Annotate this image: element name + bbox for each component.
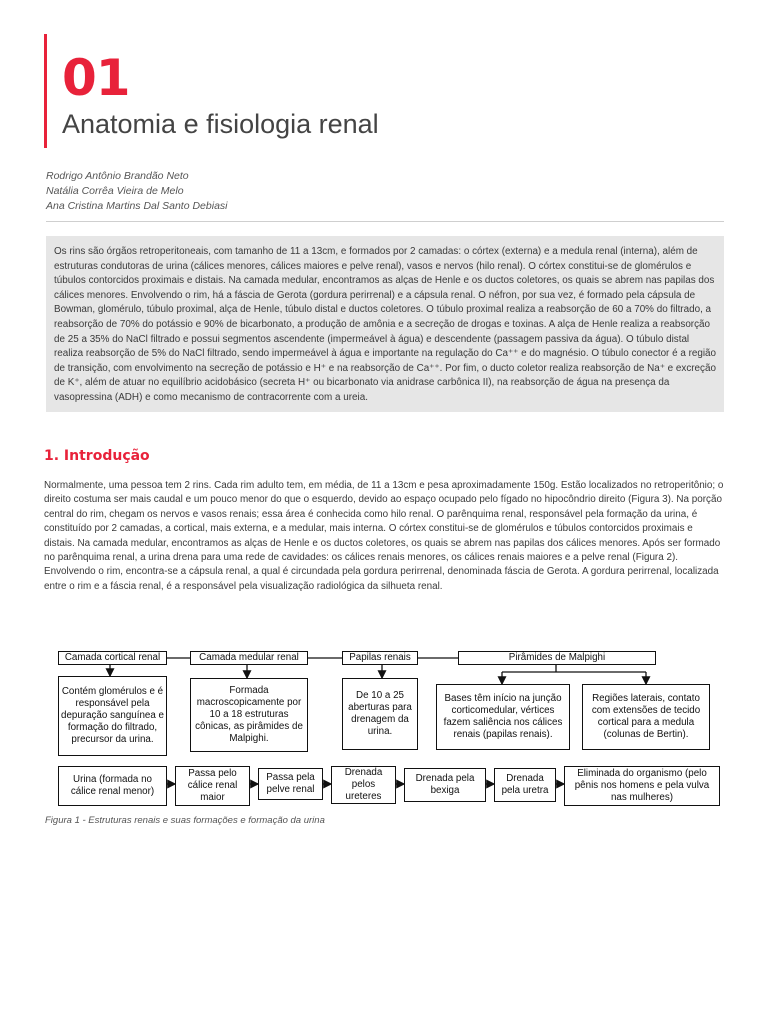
chapter-accent-bar: [44, 34, 47, 148]
box-papilas-detail: De 10 a 25 aberturas para drenagem da urina.: [342, 678, 418, 750]
chapter-title: Anatomia e fisiologia renal: [62, 109, 379, 139]
box-bases-detail: Bases têm início na junção corticomedular, vértices fazem saliência nos cálices renais (papilas renais).: [436, 684, 570, 750]
divider: [46, 221, 724, 222]
abstract-box: Os rins são órgãos retroperitoneais, com tamanho de 11 a 13cm, e formados por 2 camadas: o córtex (externa) e a medula renal (interna), além de estruturas condutoras de urina (cálices menores, cálices maiores e pelve renal), vasos e nervos (hilo renal). O córtex constitui-se de glomérulos e túbulos contorcidos proximais e distais. Na camada medular, encontramos as alças de Henle e os ductos coletores, os quais se abrem nas papilas dos cálices menores. Envolvendo o rim, há a fáscia de Gerota (gordura perirrenal) e a cápsula renal. O néfron, por sua vez, é formado pela cápsula de Bowman, glomérulo, túbulo proximal, alça de Henle, túbulo distal e ductos coletores. O túbulo proximal realiza a reabsorção de 60 a 70% do filtrado, a reabsorção de 70% do potássio e 90% de bicarbonato, a produção de amônia e a secreção de drogas e toxinas. A alça de Henle realiza a reabsorção de 25 a 35% do NaCl filtrado e possui segmentos ascendente (impermeável à água) e descendente (passagem passiva da água). O túbulo distal realiza reabsorção de 5% do NaCl filtrado, sendo impermeável à água e importante na regulação do Ca⁺⁺ e do magnésio. O túbulo conector é a região de transição, com envolvimento na secreção de potássio e H⁺ e na reabsorção de Ca⁺⁺. Por fim, o ducto coletor realiza reabsorção de Na⁺ e excreção de K⁺, além de atuar no equilíbrio acidobásico (secreta H⁺ ou bicarbonato via anidrase carbônica II), na reabsorção de água na presença da vasopressina (ADH) e como mecanismo de contracorrente com a ureia.: [46, 236, 724, 412]
author-name: Ana Cristina Martins Dal Santo Debiasi: [46, 200, 228, 212]
section-heading: 1. Introdução: [44, 448, 150, 464]
author-name: Natália Corrêa Vieira de Melo: [46, 185, 184, 197]
box-flow-uretra: Drenada pela uretra: [494, 768, 556, 802]
box-papilas-header: Papilas renais: [342, 651, 418, 665]
box-flow-urina: Urina (formada no cálice renal menor): [58, 766, 167, 806]
box-flow-calice: Passa pelo cálice renal maior: [175, 766, 250, 806]
author-list: [46, 169, 228, 214]
box-flow-ureteres: Drenada pelos ureteres: [331, 766, 396, 804]
box-piramides-header: Pirâmides de Malpighi: [458, 651, 656, 665]
box-cortical-detail: Contém glomérulos e é responsável pela depuração sanguínea e formação do filtrado, precursor da urina.: [58, 676, 167, 756]
box-flow-pelve: Passa pela pelve renal: [258, 768, 323, 800]
box-medular-detail: Formada macroscopicamente por 10 a 18 estruturas cônicas, as pirâmides de Malpighi.: [190, 678, 308, 752]
box-cortical-header: Camada cortical renal: [58, 651, 167, 665]
box-flow-bexiga: Drenada pela bexiga: [404, 768, 486, 802]
section-body: Normalmente, uma pessoa tem 2 rins. Cada rim adulto tem, em média, de 11 a 13cm e pesa aproximadamente 150g. Estão localizados no retroperitônio; o direito costuma ser mais caudal e um pouco menor do que o esquerdo, devido ao espaço ocupado pelo fígado no hipocôndrio direito (Figura 3). Na porção central do rim, chegam os nervos e vasos renais; essa área é conhecida como hilo renal. O parênquima renal, responsável pela formação da urina, é constituído por 2 camadas, a cortical, mais externa, e a medular, mais interna. O córtex constitui-se de glomérulos e túbulos contorcidos proximais e distais. Na camada medular, encontramos as alças de Henle e os ductos coletores, os quais se abrem nas papilas dos cálices menores. Após ser formado no parênquima renal, a urina drena para uma rede de cavidades: os cálices renais menores, os cálices renais maiores e a pelve renal (Figura 2). Envolvendo o rim, encontra-se a cápsula renal, a qual é circundada pela gordura perirrenal, denominada fáscia de Gerota. A gordura perirrenal, localizada entre o rim e a fáscia renal, é a responsável pela visualização radiológica da silhueta renal.: [44, 480, 724, 592]
figure-caption: Figura 1 - Estruturas renais e suas formações e formação da urina: [45, 815, 325, 826]
box-medular-header: Camada medular renal: [190, 651, 308, 665]
box-laterais-detail: Regiões laterais, contato com extensões de tecido cortical para a medula (colunas de Bertin).: [582, 684, 710, 750]
figure-flowchart: [46, 638, 726, 810]
chapter-number: 01: [62, 49, 130, 107]
box-flow-eliminada: Eliminada do organismo (pelo pênis nos homens e pela vulva nas mulheres): [564, 766, 720, 806]
author-name: Rodrigo Antônio Brandão Neto: [46, 170, 189, 182]
